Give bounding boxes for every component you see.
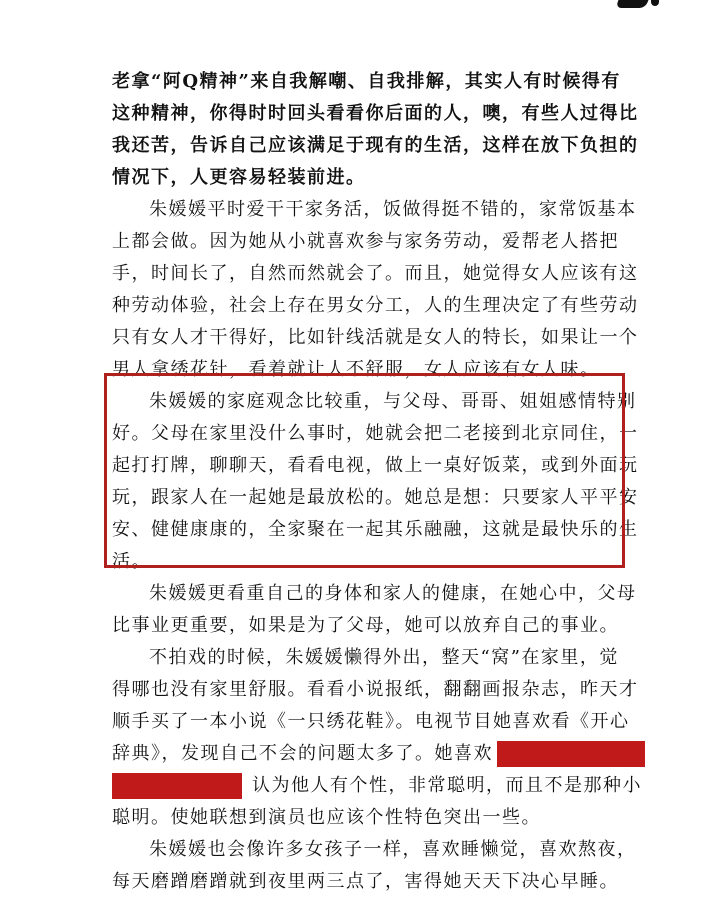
paragraph-1	[112, 66, 639, 194]
text-line: 每天磨蹭磨蹭就到夜里两三点了，害得她天天下决心早睡。	[112, 871, 619, 892]
text-segment: 辞典》，发现自己不会的问题太多了。她喜欢	[112, 743, 493, 764]
text-line: 我还苦，告诉自己应该满足于现有的生活，这样在放下负担的	[112, 135, 639, 156]
highlight-box	[104, 373, 625, 568]
redaction-block	[497, 741, 645, 767]
text-line: 老拿“阿Q精神”来自我解嘲、自我排解，其实人有时候得有	[112, 71, 621, 92]
paragraph-2	[112, 194, 639, 386]
text-line: 情况下，人更容易轻装前进。	[112, 167, 366, 188]
page-corner-mark-dot	[651, 0, 659, 6]
text-line: 得哪也没有家里舒服。看看小说报纸，翻翻画报杂志，昨天才	[112, 679, 639, 700]
text-line: 只有女人才干得好，比如针线活就是女人的特长，如果让一个	[112, 327, 639, 348]
text-line: 朱媛媛平时爱干干家务活，饭做得挺不错的，家常饭基本	[149, 199, 637, 220]
page-corner-mark	[616, 0, 649, 8]
text-line: 聪明。使她联想到演员也应该个性特色突出一些。	[112, 807, 541, 828]
redaction-block	[112, 773, 242, 799]
text-line: 上都会做。因为她从小就喜欢参与家务劳动，爱帮老人搭把	[112, 231, 619, 252]
text-line: 安、健健康康的，全家聚在一起其乐融融，这就是最快乐的生	[112, 519, 639, 540]
text-line-with-redaction	[112, 738, 632, 770]
text-line-with-redaction	[112, 770, 642, 802]
text-line: 好。父母在家里没什么事时，她就会把二老接到北京同住，一	[112, 423, 639, 444]
text-line: 朱媛媛也会像许多女孩子一样，喜欢睡懒觉，喜欢熬夜，	[149, 839, 637, 860]
text-line: 种劳动体验，社会上存在男女分工，人的生理决定了有些劳动	[112, 295, 639, 316]
text-line: 手，时间长了，自然而然就会了。而且，她觉得女人应该有这	[112, 263, 639, 284]
paragraph-4	[112, 578, 637, 642]
paragraph-5	[112, 642, 642, 834]
text-line: 朱媛媛更看重自己的身体和家人的健康，在她心中，父母	[149, 583, 637, 604]
paragraph-6	[112, 834, 637, 898]
text-line: 顺手买了一本小说《一只绣花鞋》。电视节目她喜欢看《开心	[112, 711, 630, 732]
text-line: 起打打牌，聊聊天，看看电视，做上一桌好饭菜，或到外面玩	[112, 455, 639, 476]
text-line: 不拍戏的时候，朱媛媛懒得外出，整天“窝”在家里，觉	[149, 647, 619, 668]
text-line: 这种精神，你得时时回头看看你后面的人，噢，有些人过得比	[112, 103, 639, 124]
text-line: 玩，跟家人在一起她是最放松的。她总是想：只要家人平平安	[112, 487, 639, 508]
text-line: 比事业更重要，如果是为了父母，她可以放弃自己的事业。	[112, 615, 619, 636]
text-line: 男人拿绣花针，看着就让人不舒服，女人应该有女人味。	[112, 359, 600, 380]
text-segment: 认为他人有个性，非常聪明，而且不是那种小	[252, 775, 642, 796]
text-line: 活。	[112, 551, 151, 572]
text-line: 朱媛媛的家庭观念比较重，与父母、哥哥、姐姐感情特别	[149, 391, 637, 412]
